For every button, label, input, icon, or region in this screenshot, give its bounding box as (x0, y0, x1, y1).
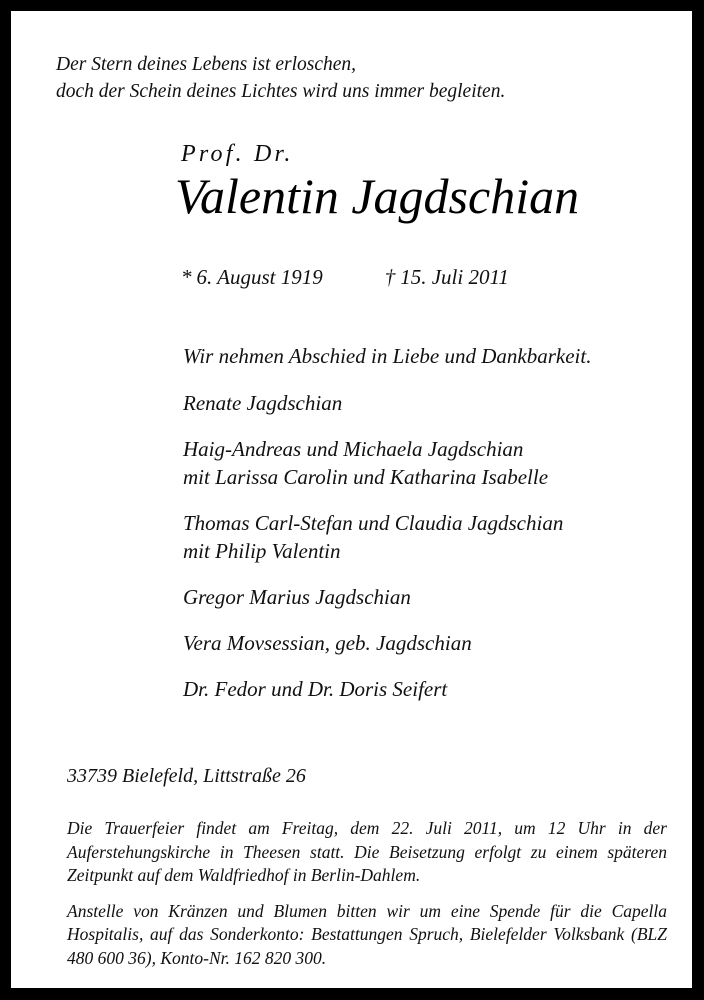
birth-date (181, 264, 323, 290)
family-group (183, 583, 683, 611)
funeral-service-note: Die Trauerfeier findet am Freitag, dem 22. Juli 2011, um 12 Uhr in der Auferstehungskirche in Theesen statt. Die Beisetzung erfolgt zu einem späteren Zeitpunkt auf dem Waldfriedhof in Berlin-Dahlem. (67, 818, 667, 885)
family-line: Thomas Carl-Stefan und Claudia Jagdschian (183, 511, 564, 535)
death-cross-icon: † (384, 265, 396, 289)
family-group (183, 435, 683, 491)
family-address: 33739 Bielefeld, Littstraße 26 (67, 765, 306, 787)
deceased-name-block (171, 139, 681, 225)
family-line: Dr. Fedor und Dr. Doris Seifert (183, 677, 448, 701)
deceased-honorific: Prof. Dr. (181, 141, 294, 167)
verse-line-2: doch der Schein deines Lichtes wird uns immer begleiten. (56, 81, 506, 102)
birth-date-value: 6. August 1919 (196, 265, 323, 289)
family-line: Haig-Andreas und Michaela Jagdschian (183, 437, 524, 461)
family-line: Renate Jagdschian (183, 391, 343, 415)
family-group (183, 509, 683, 565)
family-group (183, 675, 683, 703)
life-dates (181, 264, 509, 290)
birth-star-icon: * (181, 265, 192, 289)
mourning-statement: Wir nehmen Abschied in Liebe und Dankbarkeit. (183, 344, 592, 368)
family-line: mit Larissa Carolin und Katharina Isabelle (183, 465, 549, 489)
service-information (67, 817, 667, 970)
obituary-notice (11, 11, 692, 988)
family-line: mit Philip Valentin (183, 539, 341, 563)
family-line: Gregor Marius Jagdschian (183, 585, 411, 609)
opening-verse (56, 51, 656, 105)
donation-note: Anstelle von Kränzen und Blumen bitten wir um eine Spende für die Capella Hospitalis, auf das Sonderkonto: Bestattungen Spruch, Bielefelder Volksbank (BLZ 480 600 36), Konto-Nr. 162 820 300. (67, 900, 667, 968)
death-date (385, 264, 509, 290)
family-group (183, 389, 683, 417)
death-date-value: 15. Juli 2011 (400, 265, 509, 289)
family-group (183, 629, 683, 657)
family-line: Vera Movsessian, geb. Jagdschian (183, 631, 472, 655)
verse-line-1: Der Stern deines Lebens ist erloschen, (56, 54, 357, 75)
deceased-full-name: Valentin Jagdschian (175, 168, 580, 224)
family-block (183, 342, 683, 721)
